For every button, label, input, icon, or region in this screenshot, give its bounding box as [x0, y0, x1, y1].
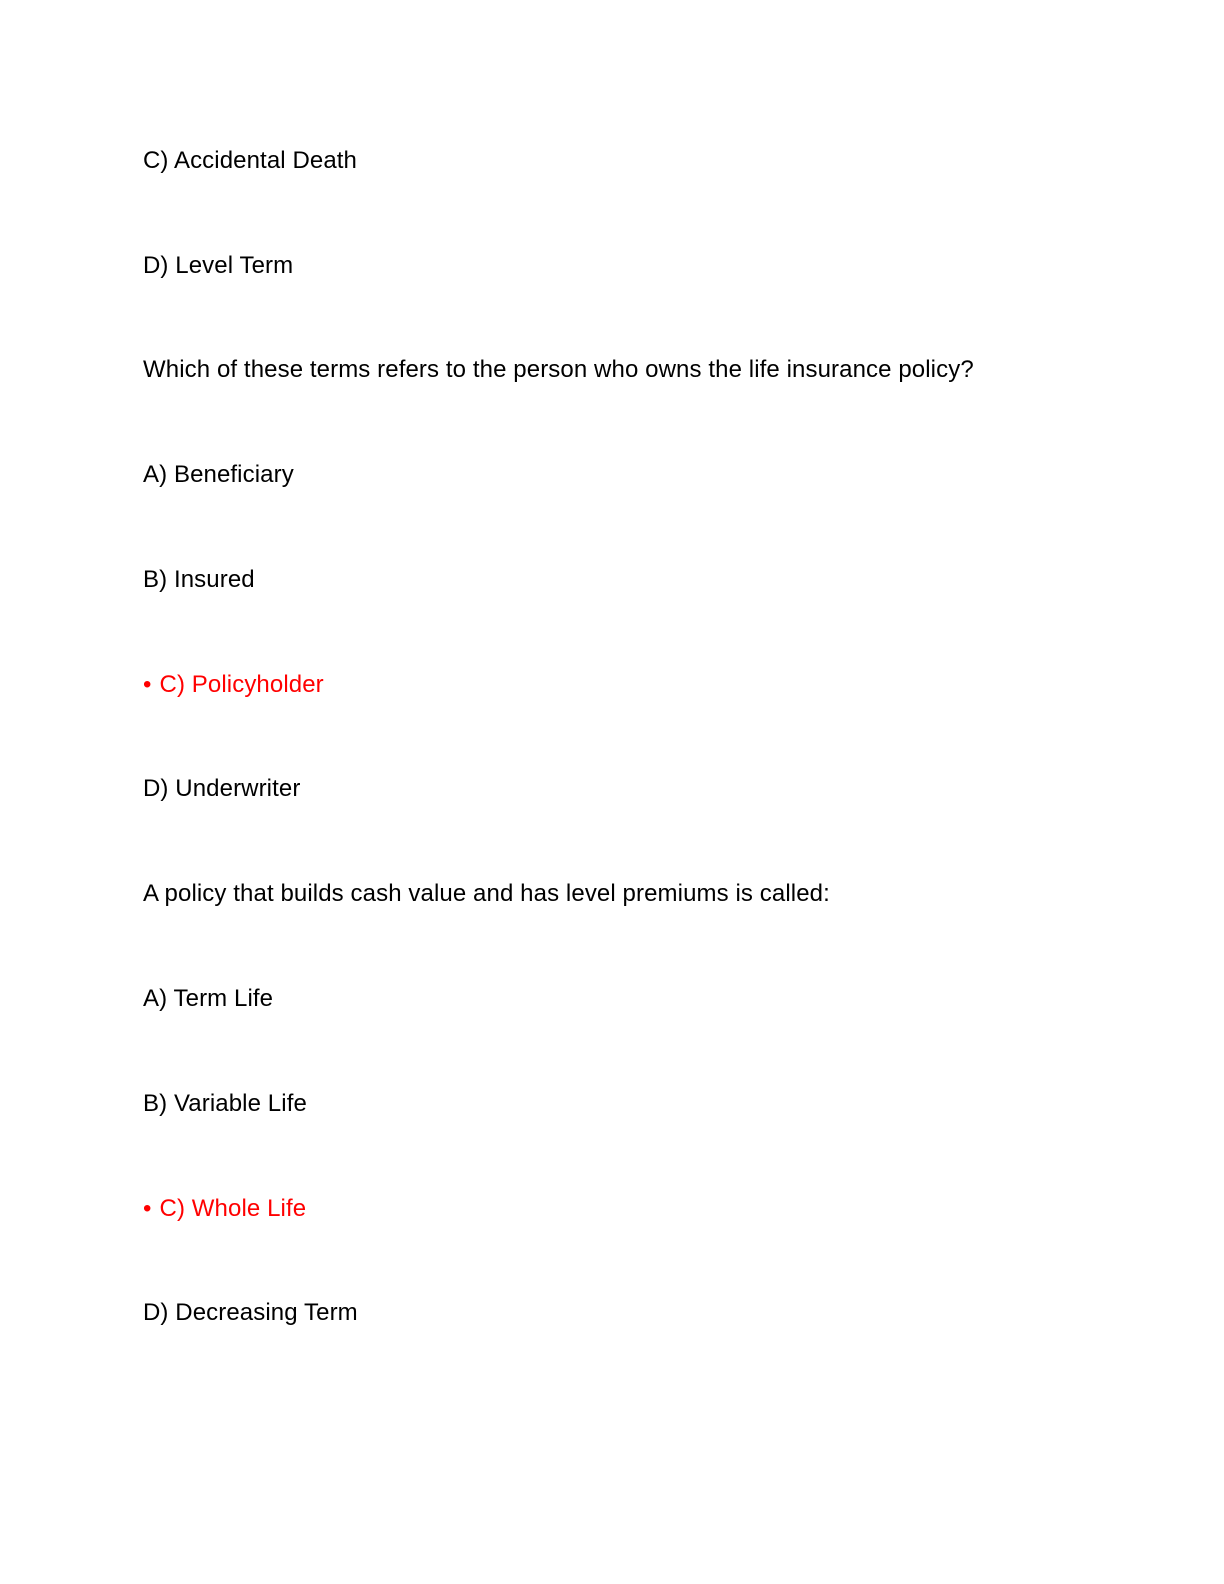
option-b-variable-life	[143, 1089, 307, 1119]
option-b-insured	[143, 565, 255, 595]
option-d-underwriter	[143, 774, 300, 804]
option-text: D) Underwriter	[143, 775, 301, 802]
question-cash-value-policy	[143, 879, 830, 909]
option-text: C) Whole Life	[159, 1195, 307, 1222]
option-d-decreasing-term	[143, 1298, 358, 1328]
option-a-term-life	[143, 984, 273, 1014]
question-policy-owner	[143, 355, 974, 385]
option-text: D) Decreasing Term	[143, 1299, 358, 1326]
option-text: C) Accidental Death	[143, 147, 358, 174]
option-d-level-term	[143, 251, 293, 281]
option-c-accidental-death	[143, 146, 357, 176]
bullet-icon: •	[143, 1195, 152, 1222]
option-a-beneficiary	[143, 460, 294, 490]
correct-option-c-whole-life	[143, 1194, 306, 1224]
option-text: A) Term Life	[143, 985, 274, 1012]
option-text: B) Variable Life	[143, 1090, 307, 1117]
correct-option-c-policyholder	[143, 670, 324, 700]
bullet-icon: •	[143, 671, 152, 698]
option-text: D) Level Term	[143, 252, 294, 279]
option-text: C) Policyholder	[159, 671, 324, 698]
question-text: A policy that builds cash value and has level premiums is called:	[143, 880, 830, 907]
question-text: Which of these terms refers to the person who owns the life insurance policy?	[143, 356, 974, 383]
option-text: B) Insured	[143, 566, 255, 593]
option-text: A) Beneficiary	[143, 461, 294, 488]
